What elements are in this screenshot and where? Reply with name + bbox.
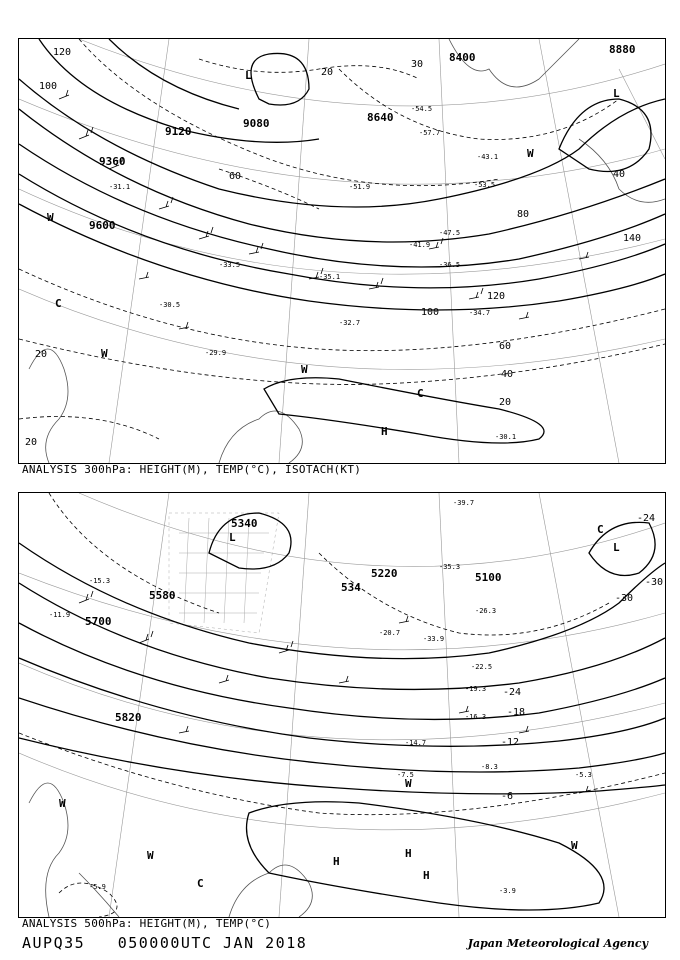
graticule bbox=[19, 493, 665, 917]
high-center-marker: H bbox=[423, 869, 430, 882]
isotach-label: 120 bbox=[53, 47, 72, 58]
isotach-label: 20 bbox=[35, 349, 48, 360]
low-center-marker: L bbox=[245, 69, 252, 82]
height-label: 5100 bbox=[475, 571, 502, 584]
height-labels bbox=[85, 517, 502, 724]
temp-label: -33.9 bbox=[423, 635, 445, 643]
temp-label: -19.3 bbox=[465, 685, 487, 693]
chart-500hpa bbox=[19, 493, 665, 917]
cold-center-marker: C bbox=[597, 523, 604, 536]
temp-label: -51.9 bbox=[349, 183, 371, 191]
temp-label: -30.1 bbox=[495, 433, 517, 441]
cold-center-marker: C bbox=[197, 877, 204, 890]
temp-label: -16.3 bbox=[465, 713, 487, 721]
low-center-marker: L bbox=[613, 541, 620, 554]
temp-label: -35.1 bbox=[319, 273, 341, 281]
isotach-label: 60 bbox=[499, 341, 512, 352]
height-label: 5700 bbox=[85, 615, 112, 628]
isotach-labels bbox=[25, 47, 641, 448]
warm-center-marker: W bbox=[47, 211, 54, 224]
temp-label: -35.3 bbox=[439, 563, 461, 571]
low-center-marker: L bbox=[229, 531, 236, 544]
warm-center-marker: W bbox=[527, 147, 534, 160]
warm-center-marker: W bbox=[101, 347, 108, 360]
isotherm-label: -30 bbox=[615, 593, 634, 604]
low-center-marker: L bbox=[613, 87, 620, 100]
height-label: 534 bbox=[341, 581, 361, 594]
isotach-label: 60 bbox=[229, 171, 242, 182]
valid-time: 050000UTC JAN 2018 bbox=[117, 934, 308, 952]
isotach-label: 80 bbox=[517, 209, 530, 220]
temp-label: -54.5 bbox=[411, 105, 433, 113]
coastline bbox=[29, 39, 665, 463]
temp-label: -33.5 bbox=[219, 261, 241, 269]
warm-center-marker: W bbox=[571, 839, 578, 852]
pressure-centers bbox=[59, 523, 620, 890]
temp-label: -41.9 bbox=[409, 241, 431, 249]
pressure-centers bbox=[47, 69, 620, 438]
high-center-marker: H bbox=[333, 855, 340, 868]
graticule bbox=[19, 39, 665, 463]
temp-label: -8.3 bbox=[481, 763, 498, 771]
isotach-label: 30 bbox=[411, 59, 424, 70]
map-panel-500hpa bbox=[18, 492, 666, 918]
warm-center-marker: W bbox=[405, 777, 412, 790]
height-label: 9080 bbox=[243, 117, 270, 130]
isotherms bbox=[19, 493, 665, 917]
caption-300hpa: ANALYSIS 300hPa: HEIGHT(M), TEMP(°C), ISOTACH(KT) bbox=[22, 463, 362, 476]
temp-label: -26.3 bbox=[475, 607, 497, 615]
temp-label: -20.7 bbox=[379, 629, 401, 637]
height-label: 5580 bbox=[149, 589, 176, 602]
temp-label: -31.1 bbox=[109, 183, 131, 191]
temp-label: -14.7 bbox=[405, 739, 427, 747]
temp-label: -29.9 bbox=[205, 349, 227, 357]
map-panel-300hpa bbox=[18, 38, 666, 464]
isotach-label: 20 bbox=[25, 437, 38, 448]
high-center-marker: H bbox=[405, 847, 412, 860]
cold-center-marker: C bbox=[55, 297, 62, 310]
high-center-marker: H bbox=[381, 425, 388, 438]
height-label: 9360 bbox=[99, 155, 126, 168]
product-code: AUPQ35 bbox=[22, 934, 86, 952]
isotherm-label: -6 bbox=[501, 791, 514, 802]
temp-label: -5.9 bbox=[89, 883, 106, 891]
height-label: 8640 bbox=[367, 111, 394, 124]
isotach-label: 100 bbox=[39, 81, 58, 92]
isotherm-label: -30 bbox=[645, 577, 664, 588]
hatched-area bbox=[169, 513, 279, 633]
height-label: 5340 bbox=[231, 517, 258, 530]
temp-label: -57.7 bbox=[419, 129, 441, 137]
wind-barbs bbox=[59, 90, 589, 329]
temp-label: -32.7 bbox=[339, 319, 361, 327]
temp-label: -22.5 bbox=[471, 663, 493, 671]
footer bbox=[22, 934, 329, 952]
temp-label: -47.5 bbox=[439, 229, 461, 237]
warm-center-marker: W bbox=[147, 849, 154, 862]
temp-label: -7.5 bbox=[397, 771, 414, 779]
height-label: 9120 bbox=[165, 125, 192, 138]
isotach-label: 40 bbox=[613, 169, 626, 180]
temperature-labels bbox=[109, 105, 516, 441]
isotach-label: 20 bbox=[321, 67, 334, 78]
isotach-label: 120 bbox=[487, 291, 506, 302]
coastline bbox=[29, 783, 312, 917]
temp-label: -34.7 bbox=[469, 309, 491, 317]
temp-label: -5.3 bbox=[575, 771, 592, 779]
isotach-label: 100 bbox=[421, 307, 440, 318]
isotherm-label: -18 bbox=[507, 707, 526, 718]
height-label: 5220 bbox=[371, 567, 398, 580]
isotach-label: 140 bbox=[623, 233, 642, 244]
height-contours bbox=[19, 39, 665, 443]
height-label: 9600 bbox=[89, 219, 116, 232]
agency-name: Japan Meteorological Agency bbox=[467, 937, 648, 950]
temp-label: -53.5 bbox=[474, 181, 496, 189]
caption-500hpa: ANALYSIS 500hPa: HEIGHT(M), TEMP(°C) bbox=[22, 917, 272, 930]
isotach-label: 40 bbox=[501, 369, 514, 380]
isotherm-label: -24 bbox=[503, 687, 522, 698]
temp-label: -39.7 bbox=[453, 499, 475, 507]
temp-label: -3.9 bbox=[499, 887, 516, 895]
temp-label: -11.9 bbox=[49, 611, 71, 619]
isotherm-label: -24 bbox=[637, 513, 656, 524]
height-label: 8880 bbox=[609, 43, 636, 56]
temp-label: -43.1 bbox=[477, 153, 499, 161]
temp-label: -15.3 bbox=[89, 577, 111, 585]
cold-center-marker: C bbox=[417, 387, 424, 400]
isotherm-label: -12 bbox=[501, 737, 520, 748]
height-label: 5820 bbox=[115, 711, 142, 724]
isotach-label: 20 bbox=[499, 397, 512, 408]
height-label: 8400 bbox=[449, 51, 476, 64]
chart-300hpa bbox=[19, 39, 665, 463]
temp-label: -36.5 bbox=[439, 261, 461, 269]
temp-label: -30.5 bbox=[159, 301, 181, 309]
warm-center-marker: W bbox=[301, 363, 308, 376]
height-labels bbox=[89, 43, 636, 232]
warm-center-marker: W bbox=[59, 797, 66, 810]
